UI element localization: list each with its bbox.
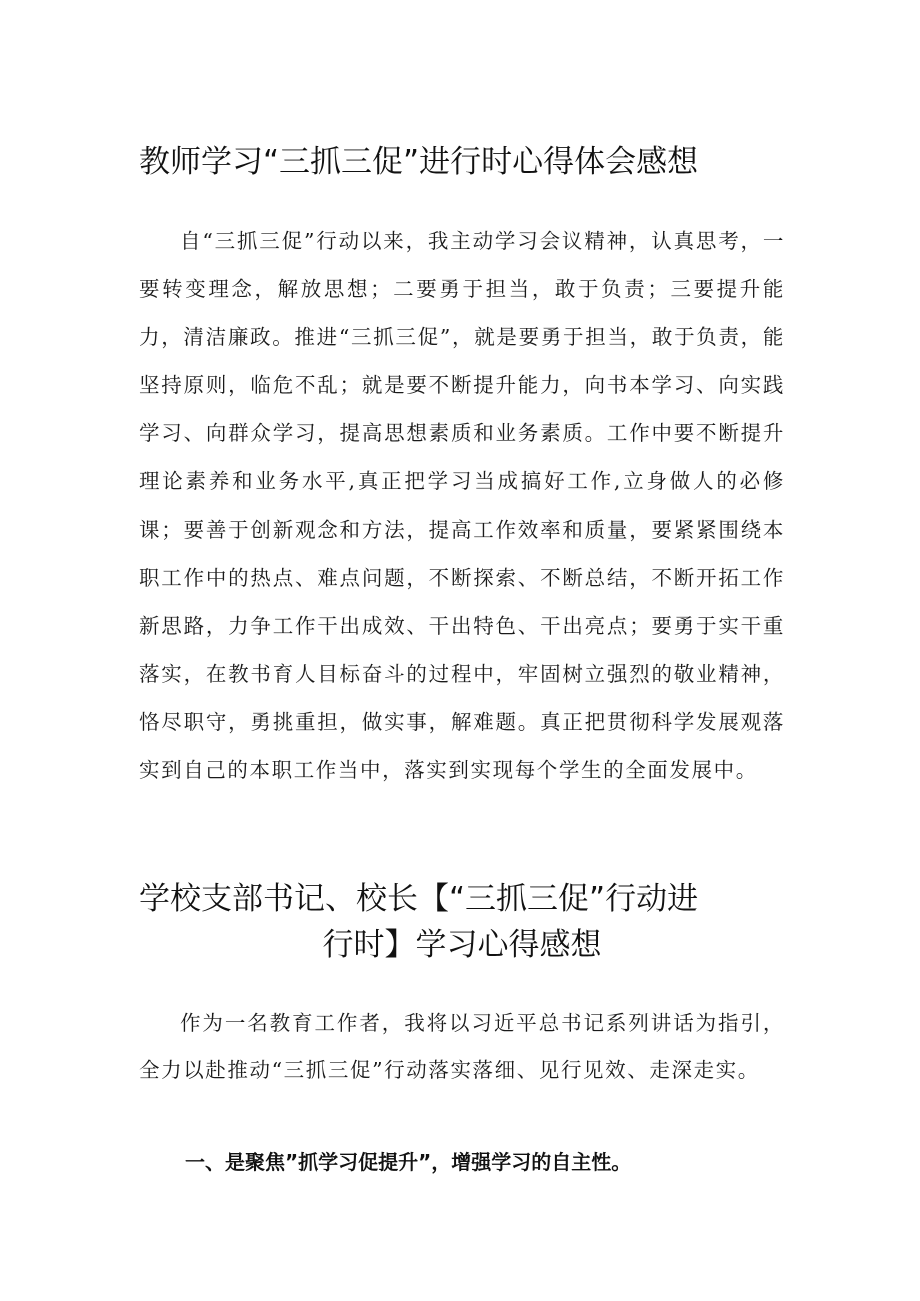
article-title: 教师学习“三抓三促”进行时心得体会感想: [139, 144, 699, 180]
second-article-paragraph: 作为一名教育工作者，我将以习近平总书记系列讲话为指引，全力以赴推动“三抓三促”行动落实落细、见行见效、走深走实。: [139, 1011, 785, 1082]
second-article-title-line-1: 学校支部书记、校长【“三抓三促”行动进: [139, 881, 699, 917]
article-paragraph: 自“三抓三促”行动以来，我主动学习会议精神，认真思考，一要转变理念，解放思想；二要勇于担当，敢于负责；三要提升能力，清洁廉政。推进“三抓三促”，就是要勇于担当，敢于负责，能坚持原则，临危不乱；就是要不断提升能力，向书本学习、向实践学习、向群众学习，提高思想素质和业务素质。工作中要不断提升理论素养和业务水平,真正把学习当成搞好工作,立身做人的必修课；要善于创新观念和方法，提高工作效率和质量，要紧紧围绕本职工作中的热点、难点问题，不断探索、不断总结，不断开拓工作新思路，力争工作干出成效、干出特色、干出亮点；要勇于实干重落实，在教书育人目标奋斗的过程中，牢固树立强烈的敬业精神，恪尽职守，勇挑重担，做实事，解难题。真正把贯彻科学发展观落实到自己的本职工作当中，落实到实现每个学生的全面发展中。: [139, 229, 785, 783]
second-article-title: [139, 876, 785, 968]
second-article-title-line-2: 行时】学习心得感想: [322, 927, 602, 963]
section-subheading: 一、是聚焦”抓学习促提升”，增强学习的自主性。: [185, 1150, 632, 1174]
